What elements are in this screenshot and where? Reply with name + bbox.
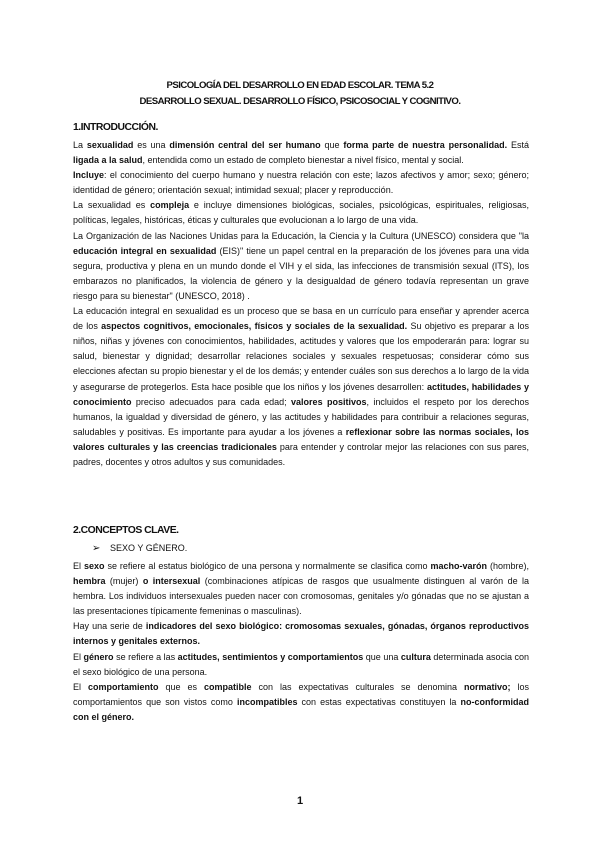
arrow-bullet-icon: ➢: [92, 543, 101, 554]
document-title-line-2: DESARROLLO SEXUAL. DESARROLLO FÍSICO, PSICOSOCIAL Y COGNITIVO.: [139, 96, 461, 107]
paragraph: La Organización de las Naciones Unidas para la Educación, la Ciencia y la Cultura (UNESCO) considera que "la educación integral en sexualidad (EIS)" tiene un papel central en la preparación de los jóvenes para una vida segura, productiva y plena en un mundo donde el VIH y el sida, las infecciones de transmisión sexual (ITS), los embarazos no planificados, la violencia de género y la desigualdad de género todavía representan un grave riesgo para su bienestar" (UNESCO, 2018) .: [73, 230, 530, 301]
paragraph: La sexualidad es una dimensión central del ser humano que forma parte de nuestra personalidad. Está ligada a la salud, entendida como un estado de completo bienestar a nivel físico, mental y social.: [73, 140, 529, 166]
bullet-label: SEXO Y GÉNERO.: [110, 543, 188, 553]
paragraph: La sexualidad es compleja e incluye dimensiones biológicas, sociales, psicológicas, espirituales, religiosas, políticas, legales, históricas, éticas y culturales que evolucionan a lo largo de una vida.: [73, 200, 529, 226]
paragraph: El sexo se refiere al estatus biológico de una persona y normalmente se clasifica como macho-varón (hombre), hembra (mujer) o intersexual (combinaciones atípicas de rasgos que usualmente distinguen al varón de la hembra. Los individuos intersexuales pueden nacer con cromosomas, genitales y/o gónadas que no se ajustan a las presentaciones típicamente femeninas o masculinas).: [73, 561, 529, 617]
paragraph: El comportamiento que es compatible con las expectativas culturales se denomina normativo; los comportamientos que son vistos como incompatibles con estas expectativas constituyen la no-conformidad con el género.: [73, 681, 529, 722]
paragraph: Hay una serie de indicadores del sexo biológico: cromosomas sexuales, gónadas, órganos reproductivos internos y genitales externos.: [73, 621, 529, 647]
conceptos-body: [73, 559, 529, 725]
paragraph: La educación integral en sexualidad es un proceso que se basa en un currículo para enseñar y aprender acerca de los aspectos cognitivos, emocionales, físicos y sociales de la sexualidad. Su objetivo es preparar a los niños, niñas y jóvenes con conocimientos, habilidades, actitudes y valores que los empoderarán para: lograr su salud, bienestar y dignidad; desarrollar relaciones sociales y sexuales respetuosas; considerar cómo sus elecciones afectan su propio bienestar y el de los demás; y entender cuáles son sus derechos a lo largo de la vida y asegurarse de protegerlos. Esta hace posible que los niños y los jóvenes desarrollen: actitudes, habilidades y conocimiento preciso adecuados para cada edad; valores positivos, incluidos el respeto por los derechos humanos, la igualdad y diversidad de género, y las actitudes y habilidades para contribuir a relaciones seguras, saludables y positivas. Es importante para ayudar a los jóvenes a reflexionar sobre las normas sociales, los valores culturales y las creencias tradicionales para entender y controlar mejor las relaciones con sus pares, padres, docentes y otros adultos y sus comunidades.: [73, 306, 529, 467]
document-title-line-1: PSICOLOGÍA DEL DESARROLLO EN EDAD ESCOLAR. TEMA 5.2: [166, 80, 434, 91]
page-number: 1: [296, 795, 304, 807]
introduccion-body: [73, 138, 529, 470]
section-heading-conceptos-clave: 2.CONCEPTOS CLAVE.: [73, 525, 179, 536]
bullet-item-sexo-genero: [92, 541, 187, 556]
section-heading-introduccion: 1.INTRODUCCIÓN.: [73, 122, 158, 133]
paragraph: El género se refiere a las actitudes, sentimientos y comportamientos que una cultura determinada asocia con el sexo biológico de una persona.: [73, 651, 530, 677]
paragraph: Incluye: el conocimiento del cuerpo humano y nuestra relación con este; lazos afectivos y amor; sexo; género; identidad de género; orientación sexual; intimidad sexual; placer y reproducción.: [73, 170, 529, 196]
